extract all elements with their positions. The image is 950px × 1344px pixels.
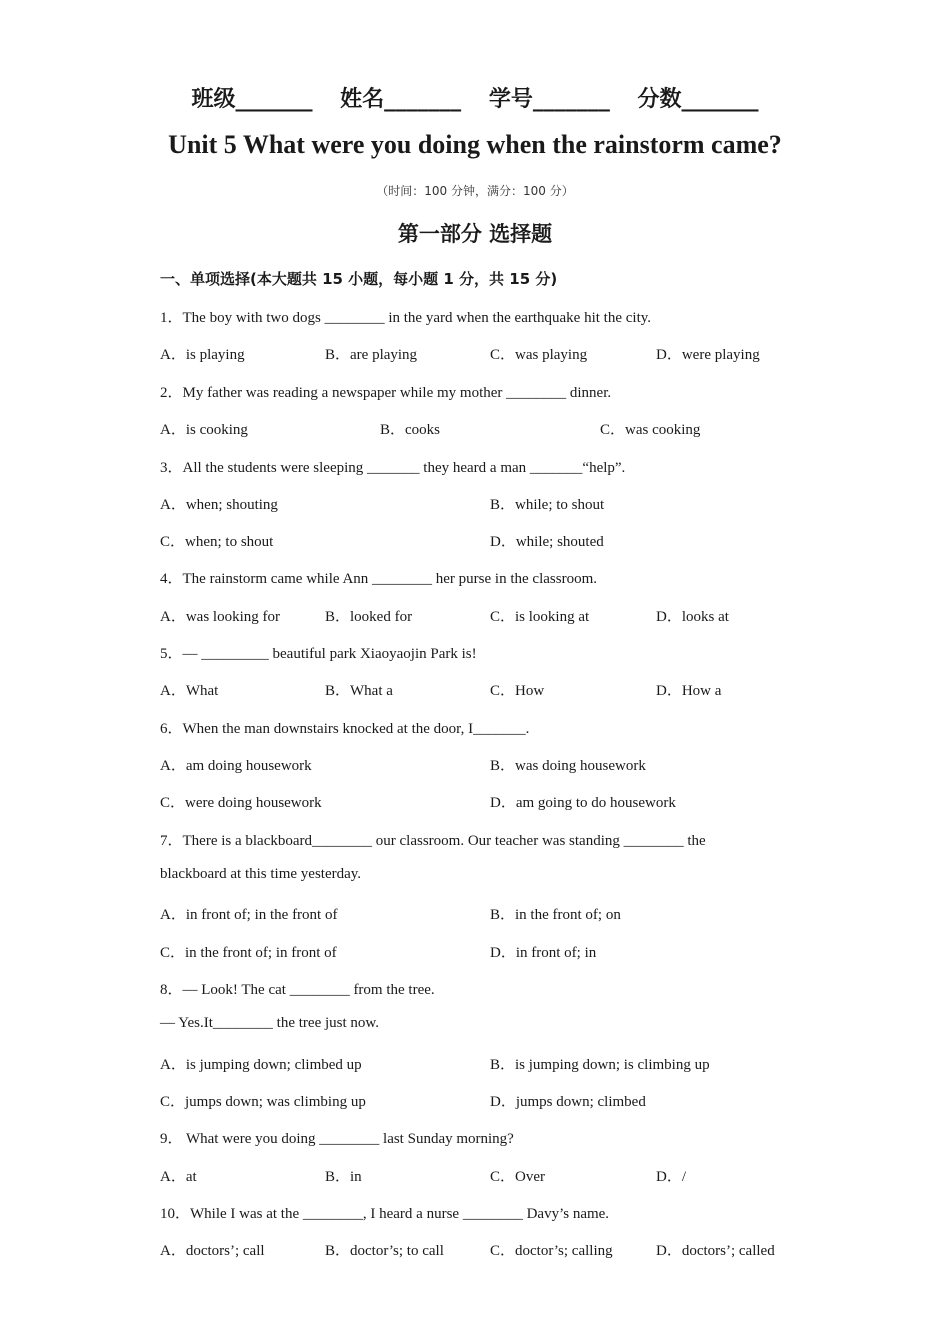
question-3-option-a: A．when; shouting — [160, 497, 278, 513]
question-6-option-a: A．am doing housework — [160, 758, 312, 774]
question-2-option-b: B．cooks — [380, 422, 441, 438]
question-5-option-b: B．What a — [325, 683, 393, 699]
question-4-option-a: A．was looking for — [160, 609, 280, 625]
question-4-option-c: C．is looking at — [490, 609, 590, 625]
student-id-field: 学号_______ — [488, 87, 610, 112]
question-10-option-d: D．doctors’; called — [656, 1243, 775, 1259]
question-6-option-d: D．am going to do housework — [490, 795, 676, 811]
question-1-stem: 1．The boy with two dogs ________ in the yard when the earthquake hit the city. — [160, 310, 652, 326]
question-5-option-a: A．What — [160, 683, 219, 699]
question-1-option-c: C．was playing — [490, 347, 588, 363]
question-4-stem: 4．The rainstorm came while Ann ________ her purse in the classroom. — [160, 571, 597, 587]
question-8-option-a: A．is jumping down; climbed up — [160, 1057, 362, 1073]
question-9-option-a: A．at — [160, 1169, 197, 1185]
class-field: 班级_______ — [191, 87, 313, 112]
question-3-option-d: D．while; shouted — [490, 534, 604, 550]
question-6-stem: 6．When the man downstairs knocked at the door, I_______. — [160, 721, 530, 737]
question-8-option-c: C．jumps down; was climbing up — [160, 1094, 366, 1110]
question-9-stem: 9． What were you doing ________ last Sunday morning? — [160, 1131, 514, 1147]
question-9-option-d: D．/ — [656, 1169, 687, 1185]
question-6-option-c: C．were doing housework — [160, 795, 322, 811]
question-2-stem: 2．My father was reading a newspaper while my mother ________ dinner. — [160, 385, 612, 401]
question-10-stem: 10．While I was at the ________, I heard a nurse ________ Davy’s name. — [160, 1206, 610, 1222]
question-7-stem: 7．There is a blackboard________ our classroom. Our teacher was standing ________ the — [160, 833, 706, 849]
question-4-option-b: B．looked for — [325, 609, 413, 625]
question-2-option-a: A．is cooking — [160, 422, 248, 438]
question-7-option-d: D．in front of; in — [490, 945, 597, 961]
question-8-option-d: D．jumps down; climbed — [490, 1094, 646, 1110]
question-3-option-c: C．when; to shout — [160, 534, 274, 550]
question-2-option-c: C．was cooking — [600, 422, 701, 438]
name-field: 姓名_______ — [340, 87, 462, 112]
question-8-option-b: B．is jumping down; is climbing up — [490, 1057, 710, 1073]
question-3-option-b: B．while; to shout — [490, 497, 605, 513]
question-10-option-c: C．doctor’s; calling — [490, 1243, 613, 1259]
section-title: 一、单项选择(本大题共 15 小题，每小题 1 分，共 15 分) — [160, 270, 558, 288]
exam-info: （时间：100 分钟，满分：100 分） — [376, 184, 574, 198]
question-7-option-a: A．in front of; in the front of — [160, 907, 338, 923]
question-7-stem-continued: blackboard at this time yesterday. — [160, 866, 362, 882]
question-4-option-d: D．looks at — [656, 609, 729, 625]
question-3-stem: 3．All the students were sleeping _______ they heard a man _______“help”. — [160, 460, 626, 476]
question-5-stem: 5．— _________ beautiful park Xiaoyaojin Park is! — [160, 646, 477, 662]
question-10-option-a: A．doctors’; call — [160, 1243, 265, 1259]
question-5-option-d: D．How a — [656, 683, 722, 699]
question-1-option-d: D．were playing — [656, 347, 760, 363]
question-7-option-b: B．in the front of; on — [490, 907, 621, 923]
page-title: Unit 5 What were you doing when the rainstorm came? — [168, 130, 782, 159]
part-title: 第一部分 选择题 — [397, 222, 553, 246]
question-5-option-c: C．How — [490, 683, 545, 699]
question-9-option-b: B．in — [325, 1169, 362, 1185]
question-10-option-b: B．doctor’s; to call — [325, 1243, 444, 1259]
question-8-stem: 8．— Look! The cat ________ from the tree. — [160, 982, 435, 998]
question-7-option-c: C．in the front of; in front of — [160, 945, 337, 961]
question-1-option-a: A．is playing — [160, 347, 245, 363]
student-info-header — [0, 82, 950, 113]
question-8-stem-continued: — Yes.It________ the tree just now. — [160, 1015, 380, 1031]
question-6-option-b: B．was doing housework — [490, 758, 646, 774]
question-1-option-b: B．are playing — [325, 347, 418, 363]
score-field: 分数_______ — [637, 87, 759, 112]
question-9-option-c: C．Over — [490, 1169, 545, 1185]
